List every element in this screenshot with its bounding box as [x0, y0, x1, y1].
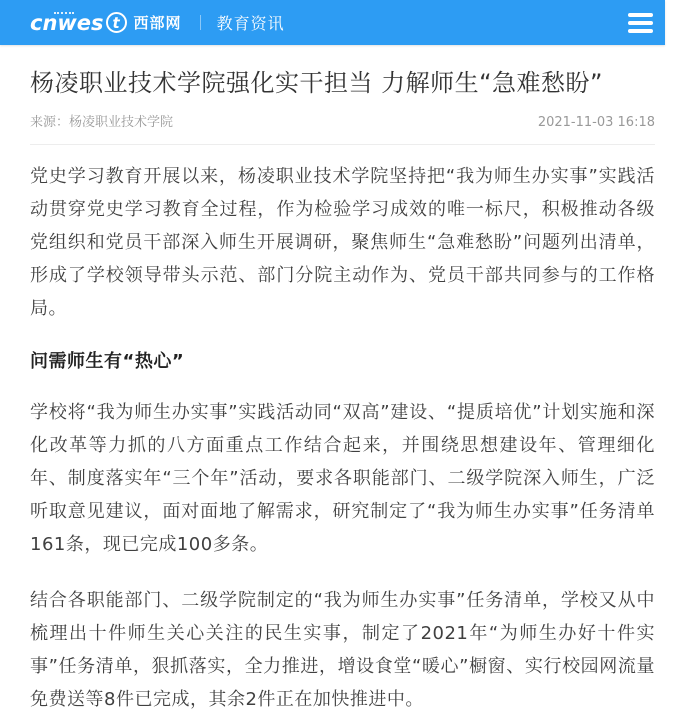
hamburger-menu-button[interactable] — [626, 9, 655, 37]
logo-cn-text: 西部网 — [133, 14, 182, 32]
article-subheading: 问需师生有“热心” — [30, 351, 185, 372]
article-paragraph: 学校将“我为师生办实事”实践活动同“双高”建设、“提质培优”计划实施和深化改革等力抓的八方面重点工作结合起来，并围绕思想建设年、管理细化年、制度落实年“三个年”活动，要求各职能部门、二级学院深入师生，广泛听取意见建议，面对面地了解需求，研究制定了“我为师生办实事”任务清单161条，现已完成100多条。 — [30, 402, 655, 555]
article-paragraph: 结合各职能部门、二级学院制定的“我为师生办实事”任务清单，学校又从中梳理出十件师生关心关注的民生实事，制定了2021年“为师生办好十件实事”任务清单，狠抓落实，全力推进，增设食堂“暖心”橱窗、实行校园网流量免费送等8件已完成，其余2件正在加快推进中。 — [30, 590, 655, 710]
article-title: 杨凌职业技术学院强化实干担当 力解师生“急难愁盼” — [30, 69, 603, 97]
article-source: 来源：杨凌职业技术学院 — [30, 115, 174, 130]
article — [0, 67, 685, 716]
hamburger-menu-icon — [628, 29, 653, 33]
header-divider — [200, 15, 201, 30]
hamburger-menu-icon — [628, 21, 653, 25]
site-logo[interactable] — [30, 11, 182, 35]
article-date: 2021-11-03 16:18 — [537, 115, 655, 130]
article-paragraph: 党史学习教育开展以来，杨凌职业技术学院坚持把“我为师生办实事”实践活动贯穿党史学习教育全过程，作为检验学习成效的唯一标尺，积极推动各级党组织和党员干部深入师生开展调研，聚焦师生“急难愁盼”问题列出清单，形成了学校领导带头示范、部门分院主动作为、党员干部共同参与的工作格局。 — [30, 166, 655, 319]
nav-section-label[interactable]: 教育资讯 — [216, 14, 285, 33]
article-meta-row — [30, 111, 655, 130]
site-header — [0, 0, 665, 45]
logo-circle-t-icon: t — [106, 12, 127, 33]
meta-divider-line — [30, 144, 655, 145]
logo-flourish-icon — [54, 12, 74, 14]
hamburger-menu-icon — [628, 13, 653, 17]
logo-latin-text: cnwes — [30, 10, 104, 35]
